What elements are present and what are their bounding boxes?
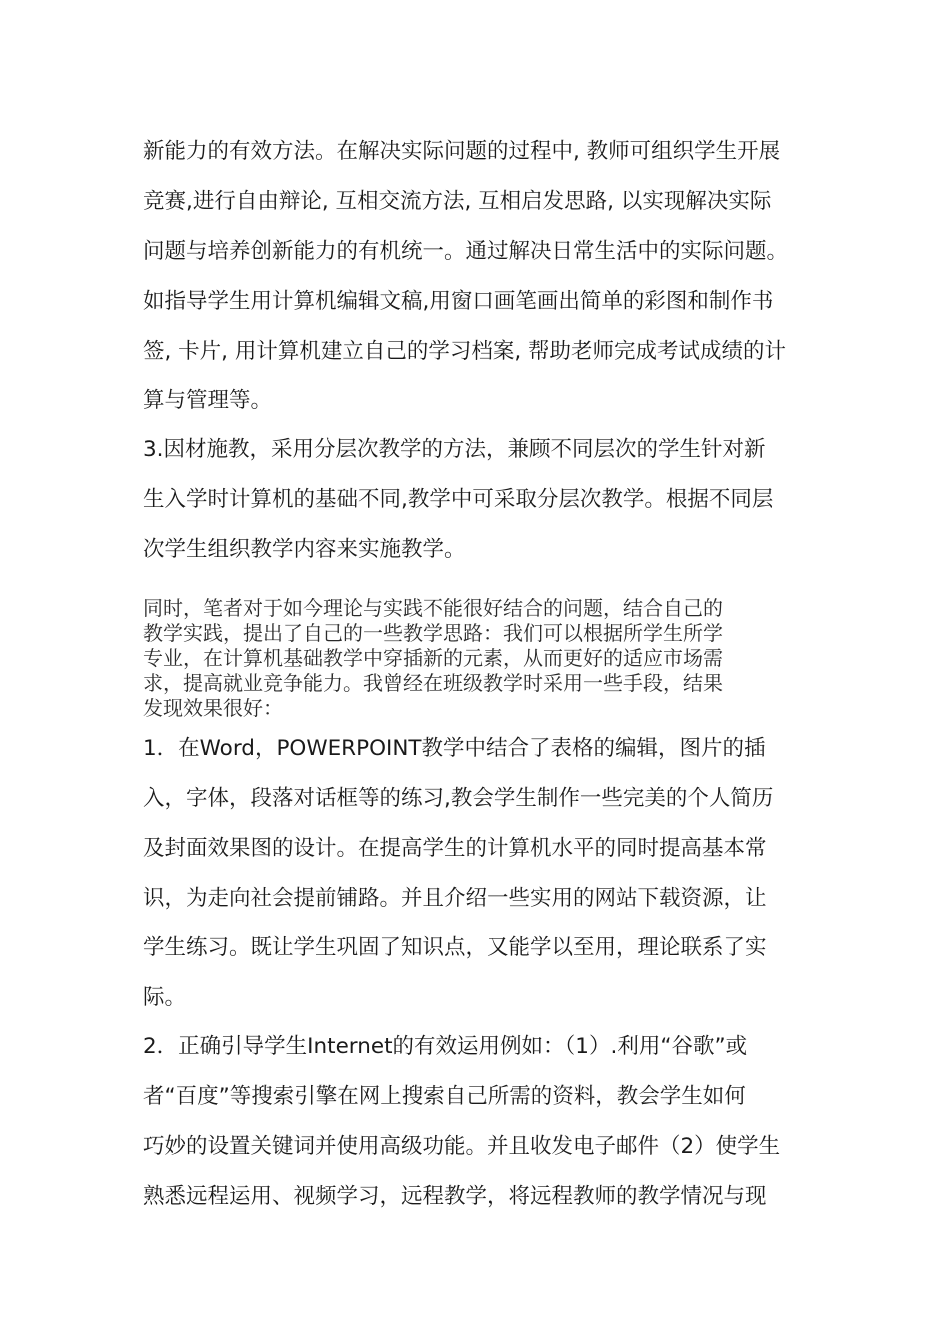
paragraph-line: 熟悉远程运用、视频学习，远程教学，将远程教师的教学情况与现 <box>143 1184 767 1209</box>
paragraph-line: 次学生组织教学内容来实施教学。 <box>143 537 466 562</box>
paragraph-line: 1．在Word，POWERPOINT教学中结合了表格的编辑，图片的插 <box>143 736 766 761</box>
paragraph-line: 竞赛,进行自由辩论, 互相交流方法, 互相启发思路, 以实现解决实际 <box>143 189 772 214</box>
paragraph-line: 学生练习。既让学生巩固了知识点，又能学以至用，理论联系了实 <box>143 935 767 960</box>
paragraph-line: 3.因材施教，采用分层次教学的方法，兼顾不同层次的学生针对新 <box>143 437 766 462</box>
paragraph-line: 者“百度”等搜索引擎在网上搜索自己所需的资料，教会学生如何 <box>143 1084 746 1109</box>
paragraph-line: 巧妙的设置关键词并使用高级功能。并且收发电子邮件（2）使学生 <box>143 1134 781 1159</box>
paragraph-line: 识，为走向社会提前铺路。并且介绍一些实用的网站下载资源，让 <box>143 886 767 911</box>
paragraph-line: 及封面效果图的设计。在提高学生的计算机水平的同时提高基本常 <box>143 836 767 861</box>
paragraph-line: 如指导学生用计算机编辑文稿,用窗口画笔画出简单的彩图和制作书 <box>143 289 774 314</box>
paragraph-line: 新能力的有效方法。在解决实际问题的过程中, 教师可组织学生开展 <box>143 139 781 164</box>
serif-paragraph <box>143 596 823 721</box>
paragraph-line: 生入学时计算机的基础不同,教学中可采取分层次教学。根据不同层 <box>143 487 774 512</box>
paragraph-line: 问题与培养创新能力的有机统一。通过解决日常生活中的实际问题。 <box>143 239 789 264</box>
paragraph-line: 2．正确引导学生Internet的有效运用例如：（1）.利用“谷歌”或 <box>143 1034 748 1059</box>
paragraph-line: 发现效果很好： <box>143 696 283 720</box>
paragraph-line: 签, 卡片, 用计算机建立自己的学习档案, 帮助老师完成考试成绩的计 <box>143 339 787 364</box>
paragraph-line: 教学实践，提出了自己的一些教学思路：我们可以根据所学生所学 <box>143 621 723 645</box>
paragraph-line: 入，字体，段落对话框等的练习,教会学生制作一些完美的个人简历 <box>143 786 774 811</box>
paragraph-line: 求，提高就业竞争能力。我曾经在班级教学时采用一些手段，结果 <box>143 671 723 695</box>
paragraph-line: 算与管理等。 <box>143 388 273 413</box>
paragraph-line: 专业，在计算机基础教学中穿插新的元素，从而更好的适应市场需 <box>143 646 723 670</box>
paragraph-line: 同时，笔者对于如今理论与实践不能很好结合的问题，结合自己的 <box>143 596 723 620</box>
paragraph-line: 际。 <box>143 985 187 1010</box>
